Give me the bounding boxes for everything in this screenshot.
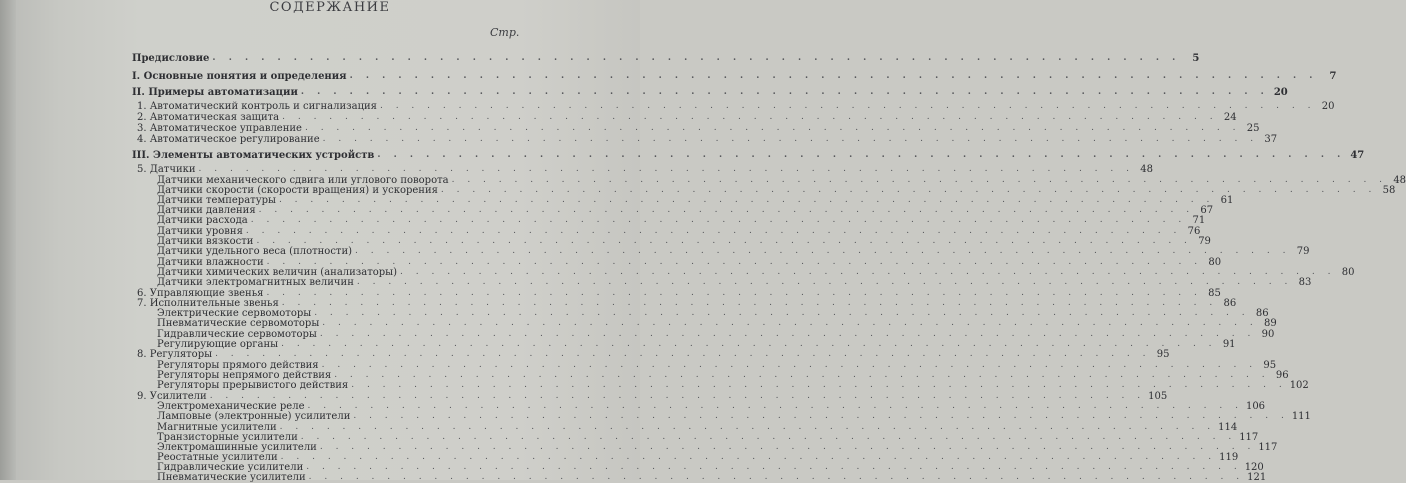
dot-leader: . . . . . . . . . . . . . . . . . . . . . . . . . . . . . . . . . . . . . . . . . . . . . . . . . . . . . . . . . . . . xyxy=(304,123,1241,133)
dot-leader: . . . . . . . . . . . . . . . . . . . . . . . . . . . . . . . . . . . . . . . . . . . . . . . . . . . . . . . . . . . . xyxy=(281,298,1218,308)
toc-entry-title: Датчики вязкости xyxy=(157,236,254,247)
toc-entry-title: Датчики расхода xyxy=(157,215,248,226)
toc-entry-page-number: 37 xyxy=(1264,134,1278,145)
toc-entry-page-number: 58 xyxy=(1382,185,1396,196)
toc-entry-title: 5. Датчики xyxy=(137,164,196,175)
toc-entry xyxy=(157,277,1312,288)
toc-entry-page-number: 95 xyxy=(1263,360,1277,371)
toc-entry-page-number: 106 xyxy=(1245,401,1266,412)
toc-entry-page-number: 67 xyxy=(1200,205,1214,216)
toc-entry-page-number: 120 xyxy=(1244,462,1264,473)
toc-entry-title: 3. Автоматическое управление xyxy=(137,123,302,134)
toc-entry-page-number: 83 xyxy=(1298,277,1312,288)
toc-entry-title: Транзисторные усилители xyxy=(157,432,298,443)
toc-section-entry xyxy=(132,150,1365,161)
toc-entry xyxy=(157,215,1206,226)
toc-entry-title: Электромеханические реле xyxy=(157,401,305,412)
toc-entry-page-number: 102 xyxy=(1289,380,1309,391)
toc-entry-page-number: 117 xyxy=(1258,442,1278,453)
dot-leader: . . . . . . . . . . . . . . . . . . . . . . . . . . . . . . . . . . . . . . . . . . . . . . . . . . . . . . . . . . . . xyxy=(212,53,1181,63)
toc-entry-title: Датчики уровня xyxy=(157,226,243,237)
dot-leader: . . . . . . . . . . . . . . . . . . . . . . . . . . . . . . . . . . . . . . . . . . . . . . . . . . . . . . . . . . . . xyxy=(322,134,1259,144)
dot-leader: . . . . . . . . . . . . . . . . . . . . . . . . . . . . . . . . . . . . . . . . . . . . . . . . . . . . . . . . . . . . xyxy=(308,472,1245,482)
toc-entry-title: 2. Автоматическая защита xyxy=(137,112,280,123)
toc-entry-title: 6. Управляющие звенья xyxy=(137,288,264,299)
toc-entry xyxy=(157,411,1311,422)
toc-entry-title: Гидравлические сервомоторы xyxy=(157,329,317,340)
dot-leader: . . . . . . . . . . . . . . . . . . . . . . . . . . . . . . . . . . . . . . . . . . . . . . . . . . . . . . . . . . . . xyxy=(451,175,1388,185)
toc-entry-page-number: 105 xyxy=(1148,391,1168,402)
dot-leader: . . . . . . . . . . . . . . . . . . . . . . . . . . . . . . . . . . . . . . . . . . . . . . . . . . . . . . . . . . . . xyxy=(355,246,1291,256)
dot-leader: . . . . . . . . . . . . . . . . . . . . . . . . . . . . . . . . . . . . . . . . . . . . . . . . . . . . . . . . . . . . xyxy=(300,432,1237,442)
toc-entry-title: Датчики электромагнитных величин xyxy=(157,277,354,288)
toc-entry-page-number: 85 xyxy=(1208,288,1221,299)
dot-leader: . . . . . . . . . . . . . . . . . . . . . . . . . . . . . . . . . . . . . . . . . . . . . . . . . . . . . . . . . . . . xyxy=(300,87,1269,97)
toc-entry-page-number: 5 xyxy=(1192,53,1200,64)
toc-entry xyxy=(157,380,1309,391)
toc-entry-page-number: 25 xyxy=(1246,123,1260,134)
dot-leader: . . . . . . . . . . . . . . . . . . . . . . . . . . . . . . . . . . . . . . . . . . . . . . . . . . . . . . . . . . . . xyxy=(198,164,1134,174)
toc-entry-title: Регуляторы прерывистого действия xyxy=(157,380,349,391)
dot-leader: . . . . . . . . . . . . . . . . . . . . . . . . . . . . . . . . . . . . . . . . . . . . . . . . . . . . . . . . . . . . xyxy=(322,318,1258,328)
toc-entry-title: Датчики давления xyxy=(157,205,256,216)
toc-entry xyxy=(137,123,1260,134)
toc-entry-page-number: 76 xyxy=(1187,226,1201,237)
dot-leader: . . . . . . . . . . . . . . . . . . . . . . . . . . . . . . . . . . . . . . . . . . . . . . . . . . . . . . . . . . . . xyxy=(379,101,1316,111)
dot-leader: . . . . . . . . . . . . . . . . . . . . . . . . . . . . . . . . . . . . . . . . . . . . . . . . . . . . . . . . . . . . xyxy=(314,308,1250,318)
toc-entry xyxy=(137,349,1170,360)
toc-entry-page-number: 95 xyxy=(1156,349,1170,360)
dot-leader: . . . . . . . . . . . . . . . . . . . . . . . . . . . . . . . . . . . . . . . . . . . . . . . . . . . . . . . . . . . . xyxy=(282,112,1218,122)
dot-leader: . . . . . . . . . . . . . . . . . . . . . . . . . . . . . . . . . . . . . . . . . . . . . . . . . . . . . . . . . . . . xyxy=(349,71,1318,81)
toc-entry-title: Датчики скорости (скорости вращения) и ускорения xyxy=(157,185,438,196)
dot-leader: . . . . . . . . . . . . . . . . . . . . . . . . . . . . . . . . . . . . . . . . . . . . . . . . . . . . . . . . . . . . xyxy=(440,185,1377,195)
dot-leader: . . . . . . . . . . . . . . . . . . . . . . . . . . . . . . . . . . . . . . . . . . . . . . . . . . . . . . . . . . . . xyxy=(321,360,1258,370)
dot-leader: . . . . . . . . . . . . . . . . . . . . . . . . . . . . . . . . . . . . . . . . . . . . . . . . . . . . . . . . . . . . xyxy=(307,401,1243,411)
toc-entry-title: Ламповые (электронные) усилители xyxy=(157,411,351,422)
book-spine-shadow xyxy=(0,0,16,480)
toc-entry-title: Датчики механического сдвига или углового поворота xyxy=(157,175,449,186)
toc-entry-page-number: 47 xyxy=(1350,150,1365,161)
toc-entry-title: Электромашинные усилители xyxy=(157,442,317,453)
toc-entry-title: Регулирующие органы xyxy=(157,339,279,350)
toc-entry-title: 1. Автоматический контроль и сигнализация xyxy=(137,101,377,112)
dot-leader: . . . . . . . . . . . . . . . . . . . . . . . . . . . . . . . . . . . . . . . . . . . . . . . . . . . . . . . . . . . . xyxy=(215,349,1151,359)
toc-section-entry xyxy=(132,53,1200,64)
dot-leader: . . . . . . . . . . . . . . . . . . . . . . . . . . . . . . . . . . . . . . . . . . . . . . . . . . . . . . . . . . . . xyxy=(245,226,1182,236)
toc-entry-page-number: 121 xyxy=(1247,472,1267,483)
toc-entry-title: II. Примеры автоматизации xyxy=(132,87,298,98)
toc-entry-title: Датчики химических величин (анализаторы) xyxy=(157,267,398,278)
page-title: СОДЕРЖАНИЕ xyxy=(269,0,391,15)
dot-leader: . . . . . . . . . . . . . . . . . . . . . . . . . . . . . . . . . . . . . . . . . . . . . . . . . . . . . . . . . . . . xyxy=(400,267,1336,277)
toc-entry-page-number: 79 xyxy=(1296,246,1310,257)
toc-entry-title: 8. Регуляторы xyxy=(137,349,213,360)
toc-entry-title: Гидравлические усилители xyxy=(157,462,304,473)
dot-leader: . . . . . . . . . . . . . . . . . . . . . . . . . . . . . . . . . . . . . . . . . . . . . . . . . . . . . . . . . . . . xyxy=(209,391,1146,401)
toc-entry-title: Реостатные усилители xyxy=(157,452,278,463)
toc-entry-page-number: 61 xyxy=(1220,195,1234,206)
dot-leader: . . . . . . . . . . . . . . . . . . . . . . . . . . . . . . . . . . . . . . . . . . . . . . . . . . . . . . . . . . . . xyxy=(266,288,1202,298)
toc-entry-title: Датчики температуры xyxy=(157,195,276,206)
toc-entry xyxy=(157,472,1267,483)
dot-leader: . . . . . . . . . . . . . . . . . . . . . . . . . . . . . . . . . . . . . . . . . . . . . . . . . . . . . . . . . . . . xyxy=(319,329,1256,339)
page-column-header: Стр. xyxy=(490,26,520,39)
dot-leader: . . . . . . . . . . . . . . . . . . . . . . . . . . . . . . . . . . . . . . . . . . . . . . . . . . . . . . . . . . . . xyxy=(280,452,1217,462)
toc-entry-page-number: 80 xyxy=(1341,267,1355,278)
toc-entry-page-number: 111 xyxy=(1291,411,1311,422)
toc-entry xyxy=(137,101,1335,112)
dot-leader: . . . . . . . . . . . . . . . . . . . . . . . . . . . . . . . . . . . . . . . . . . . . . . . . . . . . . . . . . . . . xyxy=(278,195,1215,205)
toc-entry-page-number: 79 xyxy=(1198,236,1211,247)
toc-entry-page-number: 90 xyxy=(1261,329,1275,340)
toc-entry-title: I. Основные понятия и определения xyxy=(132,71,347,82)
toc-section-entry xyxy=(132,87,1288,98)
toc-entry-title: Магнитные усилители xyxy=(157,422,277,433)
toc-entry-title: 7. Исполнительные звенья xyxy=(137,298,279,309)
toc-entry-title: Регуляторы прямого действия xyxy=(157,360,319,371)
toc-entry-page-number: 91 xyxy=(1222,339,1236,350)
toc-entry-page-number: 48 xyxy=(1393,175,1406,186)
dot-leader: . . . . . . . . . . . . . . . . . . . . . . . . . . . . . . . . . . . . . . . . . . . . . . . . . . . . . . . . . . . . xyxy=(356,277,1293,287)
toc-entry-page-number: 20 xyxy=(1321,101,1335,112)
toc-entry-page-number: 114 xyxy=(1218,422,1238,433)
toc-entry-title: Датчики влажности xyxy=(157,257,264,268)
toc-entry-title: 4. Автоматическое регулирование xyxy=(137,134,320,145)
dot-leader: . . . . . . . . . . . . . . . . . . . . . . . . . . . . . . . . . . . . . . . . . . . . . . . . . . . . . . . . . . . . xyxy=(334,370,1270,380)
toc-entry-page-number: 119 xyxy=(1219,452,1239,463)
toc-entry-title: Электрические сервомоторы xyxy=(157,308,312,319)
toc-entry-title: Датчики удельного веса (плотности) xyxy=(157,246,353,257)
toc-entry-title: III. Элементы автоматических устройств xyxy=(132,150,375,161)
toc-entry xyxy=(157,246,1310,257)
dot-leader: . . . . . . . . . . . . . . . . . . . . . . . . . . . . . . . . . . . . . . . . . . . . . . . . . . . . . . . . . . . . xyxy=(258,205,1195,215)
toc-section-entry xyxy=(132,71,1337,82)
dot-leader: . . . . . . . . . . . . . . . . . . . . . . . . . . . . . . . . . . . . . . . . . . . . . . . . . . . . . . . . . . . . xyxy=(351,380,1287,390)
toc-entry-title: Регуляторы непрямого действия xyxy=(157,370,332,381)
dot-leader: . . . . . . . . . . . . . . . . . . . . . . . . . . . . . . . . . . . . . . . . . . . . . . . . . . . . . . . . . . . . xyxy=(266,257,1203,267)
dot-leader: . . . . . . . . . . . . . . . . . . . . . . . . . . . . . . . . . . . . . . . . . . . . . . . . . . . . . . . . . . . . xyxy=(250,215,1187,225)
toc-entry xyxy=(137,134,1278,145)
toc-entry-page-number: 80 xyxy=(1208,257,1222,268)
dot-leader: . . . . . . . . . . . . . . . . . . . . . . . . . . . . . . . . . . . . . . . . . . . . . . . . . . . . . . . . . . . . xyxy=(319,442,1256,452)
toc-entry xyxy=(137,164,1153,175)
toc-entry-page-number: 48 xyxy=(1140,164,1153,175)
toc-entry-page-number: 96 xyxy=(1275,370,1289,381)
toc-entry-page-number: 86 xyxy=(1255,308,1269,319)
toc-entry-page-number: 117 xyxy=(1239,432,1259,443)
toc-entry xyxy=(137,112,1237,123)
toc-entry xyxy=(157,318,1277,329)
toc-entry-title: Предисловие xyxy=(132,53,210,64)
dot-leader: . . . . . . . . . . . . . . . . . . . . . . . . . . . . . . . . . . . . . . . . . . . . . . . . . . . . . . . . . . . . xyxy=(256,236,1192,246)
toc-entry-page-number: 71 xyxy=(1192,215,1206,226)
toc-entry-title: Пневматические сервомоторы xyxy=(157,318,320,329)
toc-entry-page-number: 86 xyxy=(1223,298,1237,309)
dot-leader: . . . . . . . . . . . . . . . . . . . . . . . . . . . . . . . . . . . . . . . . . . . . . . . . . . . . . . . . . . . . xyxy=(281,339,1217,349)
dot-leader: . . . . . . . . . . . . . . . . . . . . . . . . . . . . . . . . . . . . . . . . . . . . . . . . . . . . . . . . . . . . xyxy=(279,422,1216,432)
dot-leader: . . . . . . . . . . . . . . . . . . . . . . . . . . . . . . . . . . . . . . . . . . . . . . . . . . . . . . . . . . . . xyxy=(377,150,1346,160)
toc-entry-page-number: 7 xyxy=(1329,71,1337,82)
toc-entry-page-number: 89 xyxy=(1264,318,1277,329)
toc-entry-page-number: 24 xyxy=(1223,112,1237,123)
dot-leader: . . . . . . . . . . . . . . . . . . . . . . . . . . . . . . . . . . . . . . . . . . . . . . . . . . . . . . . . . . . . xyxy=(306,462,1242,472)
toc-entry-page-number: 20 xyxy=(1273,87,1288,98)
toc-entry-title: 9. Усилители xyxy=(137,391,207,402)
dot-leader: . . . . . . . . . . . . . . . . . . . . . . . . . . . . . . . . . . . . . . . . . . . . . . . . . . . . . . . . . . . . xyxy=(353,411,1289,421)
toc-entry-title: Пневматические усилители xyxy=(157,472,306,483)
